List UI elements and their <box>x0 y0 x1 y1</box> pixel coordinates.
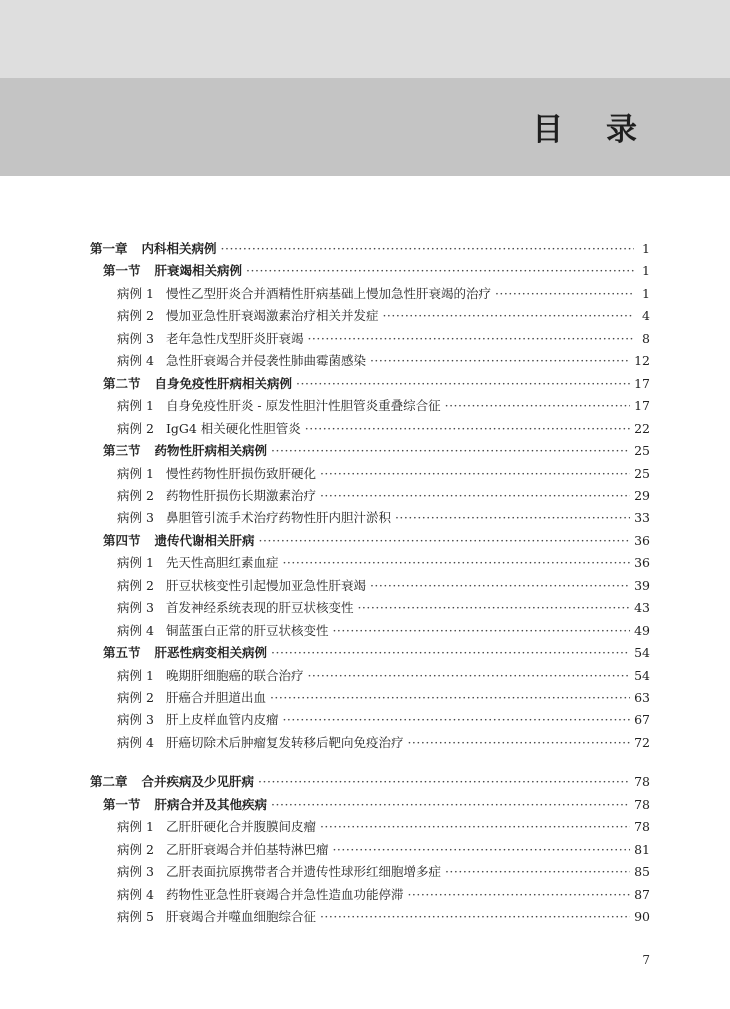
dot-leader <box>259 530 631 552</box>
case-entry[interactable] <box>117 732 650 754</box>
case-page: 49 <box>634 622 650 638</box>
dot-leader <box>305 418 630 440</box>
case-page: 43 <box>634 600 650 616</box>
case-page: 39 <box>634 577 650 593</box>
dot-leader <box>445 395 630 417</box>
dot-leader <box>282 709 630 731</box>
dot-leader <box>407 884 630 906</box>
case-title: 急性肝衰竭合并侵袭性肺曲霉菌感染 <box>165 353 366 369</box>
dot-leader <box>271 794 630 816</box>
case-page: 90 <box>634 909 650 925</box>
dot-leader <box>445 861 630 883</box>
case-entry[interactable] <box>117 816 650 838</box>
section-entry[interactable] <box>103 373 650 395</box>
case-label: 病例 3 <box>117 864 154 880</box>
header-band-light <box>0 0 730 78</box>
case-label: 病例 4 <box>117 734 154 750</box>
case-entry[interactable] <box>117 884 650 906</box>
case-title: 慢加亚急性肝衰竭激素治疗相关并发症 <box>165 308 379 324</box>
case-page: 87 <box>634 886 650 902</box>
section-title: 肝衰竭相关病例 <box>154 263 243 279</box>
case-title: 肝上皮样血管内皮瘤 <box>165 712 279 728</box>
dot-leader <box>270 687 630 709</box>
case-title: 慢性乙型肝炎合并酒精性肝病基础上慢加急性肝衰竭的治疗 <box>165 285 491 301</box>
chapter-label: 第一章 <box>90 241 128 256</box>
case-label: 病例 1 <box>117 667 154 683</box>
dot-leader <box>320 906 630 928</box>
page-title: 目 录 <box>532 112 653 148</box>
case-entry[interactable] <box>117 463 650 485</box>
section-label: 第五节 <box>103 645 141 661</box>
case-title: 药物性亚急性肝衰竭合并急性造血功能停滞 <box>165 886 404 902</box>
case-page: 22 <box>634 420 650 436</box>
case-page: 29 <box>634 487 650 503</box>
case-title: 乙肝表面抗原携带者合并遗传性球形红细胞增多症 <box>165 864 441 880</box>
chapter-page: 1 <box>642 241 650 256</box>
case-page: 72 <box>634 734 650 750</box>
case-title: 铜蓝蛋白正常的肝豆状核变性 <box>165 622 329 638</box>
case-label: 病例 1 <box>117 465 154 481</box>
chapter-entry[interactable] <box>90 238 650 260</box>
case-title: 药物性肝损伤长期激素治疗 <box>165 487 316 503</box>
case-label: 病例 1 <box>117 285 154 301</box>
dot-leader <box>271 440 630 462</box>
case-page: 85 <box>634 864 650 880</box>
section-page: 17 <box>634 375 650 391</box>
case-entry[interactable] <box>117 665 650 687</box>
case-label: 病例 1 <box>117 819 154 835</box>
section-label: 第四节 <box>103 532 141 548</box>
dot-leader <box>332 620 630 642</box>
case-entry[interactable] <box>117 552 650 574</box>
page-number: 7 <box>642 953 650 967</box>
case-page: 54 <box>634 667 650 683</box>
section-entry[interactable] <box>103 260 650 282</box>
case-title: 肝衰竭合并噬血细胞综合征 <box>165 909 316 925</box>
case-label: 病例 3 <box>117 330 154 346</box>
case-title: 乙肝肝硬化合并腹膜间皮瘤 <box>165 819 316 835</box>
section-entry[interactable] <box>103 642 650 664</box>
section-title: 肝病合并及其他疾病 <box>154 796 268 812</box>
case-label: 病例 2 <box>117 487 154 503</box>
case-entry[interactable] <box>117 283 650 305</box>
section-page: 54 <box>634 645 650 661</box>
case-entry[interactable] <box>117 485 650 507</box>
case-page: 36 <box>634 555 650 571</box>
chapter-title: 内科相关病例 <box>141 241 217 256</box>
case-entry[interactable] <box>117 861 650 883</box>
dot-leader <box>307 328 634 350</box>
case-label: 病例 3 <box>117 712 154 728</box>
case-entry[interactable] <box>117 597 650 619</box>
case-label: 病例 3 <box>117 510 154 526</box>
case-entry[interactable] <box>117 575 650 597</box>
case-entry[interactable] <box>117 620 650 642</box>
section-entry[interactable] <box>103 440 650 462</box>
dot-leader <box>320 485 630 507</box>
case-title: 肝癌合并胆道出血 <box>165 690 266 705</box>
section-entry[interactable] <box>103 794 650 816</box>
dot-leader <box>382 305 634 327</box>
section-title: 遗传代谢相关肝病 <box>154 532 255 548</box>
section-page: 25 <box>634 443 650 459</box>
case-title: 肝癌切除术后肿瘤复发转移后靶向免疫治疗 <box>165 734 404 750</box>
chapter-label: 第二章 <box>90 774 128 790</box>
chapter-page: 78 <box>634 774 650 790</box>
dot-leader <box>246 260 634 282</box>
section-label: 第二节 <box>103 375 141 391</box>
case-title: 自身免疫性肝炎 - 原发性胆汁性胆管炎重叠综合征 <box>165 398 441 414</box>
case-label: 病例 4 <box>117 886 154 902</box>
case-page: 78 <box>634 819 650 835</box>
section-page: 1 <box>642 263 650 279</box>
dot-leader <box>258 771 630 793</box>
dot-leader <box>407 732 630 754</box>
case-page: 81 <box>634 841 650 857</box>
section-page: 78 <box>634 796 650 812</box>
section-label: 第一节 <box>103 796 141 812</box>
dot-leader <box>332 839 630 861</box>
dot-leader <box>282 552 630 574</box>
dot-leader <box>320 816 630 838</box>
case-entry[interactable] <box>117 350 650 372</box>
case-label: 病例 2 <box>117 420 154 436</box>
case-label: 病例 5 <box>117 909 154 925</box>
case-label: 病例 2 <box>117 841 154 857</box>
section-title: 药物性肝病相关病例 <box>154 443 268 459</box>
dot-leader <box>495 283 634 305</box>
case-page: 25 <box>634 465 650 481</box>
case-page: 17 <box>634 398 650 414</box>
dot-leader <box>271 642 630 664</box>
case-label: 病例 3 <box>117 600 154 616</box>
case-page: 67 <box>634 712 650 728</box>
section-title: 自身免疫性肝病相关病例 <box>154 375 293 391</box>
section-label: 第三节 <box>103 443 141 459</box>
case-title: 首发神经系统表现的肝豆状核变性 <box>165 600 354 616</box>
case-page: 4 <box>642 308 650 324</box>
chapter-entry[interactable] <box>90 771 650 793</box>
case-label: 病例 2 <box>117 577 154 593</box>
case-entry[interactable] <box>117 906 650 928</box>
dot-leader <box>320 463 630 485</box>
case-entry[interactable] <box>117 305 650 327</box>
section-page: 36 <box>634 532 650 548</box>
case-entry[interactable] <box>117 687 650 709</box>
case-title: 肝豆状核变性引起慢加亚急性肝衰竭 <box>165 577 366 593</box>
case-page: 63 <box>634 690 650 705</box>
dot-leader <box>307 665 630 687</box>
case-title: 乙肝肝衰竭合并伯基特淋巴瘤 <box>165 841 329 857</box>
dot-leader <box>221 238 634 260</box>
case-label: 病例 1 <box>117 398 154 414</box>
section-entry[interactable] <box>103 530 650 552</box>
case-label: 病例 2 <box>117 690 154 705</box>
case-entry[interactable] <box>117 507 650 529</box>
case-entry[interactable] <box>117 328 650 350</box>
chapter-title: 合并疾病及少见肝病 <box>141 774 255 790</box>
dot-leader <box>357 597 630 619</box>
case-page: 33 <box>634 510 650 526</box>
case-entry[interactable] <box>117 709 650 731</box>
case-label: 病例 4 <box>117 622 154 638</box>
dot-leader <box>395 507 630 529</box>
case-label: 病例 2 <box>117 308 154 324</box>
section-label: 第一节 <box>103 263 141 279</box>
case-page: 8 <box>642 330 650 346</box>
case-title: 先天性高胆红素血症 <box>165 555 279 571</box>
dot-leader <box>296 373 630 395</box>
case-page: 1 <box>642 285 650 301</box>
case-entry[interactable] <box>117 839 650 861</box>
dot-leader <box>370 575 630 597</box>
case-title: 老年急性戊型肝炎肝衰竭 <box>165 330 304 346</box>
case-title: 鼻胆管引流手术治疗药物性肝内胆汁淤积 <box>165 510 391 526</box>
case-title: 晚期肝细胞癌的联合治疗 <box>165 667 304 683</box>
case-title: 慢性药物性肝损伤致肝硬化 <box>165 465 316 481</box>
case-label: 病例 1 <box>117 555 154 571</box>
case-page: 12 <box>634 353 650 369</box>
case-entry[interactable] <box>117 418 650 440</box>
case-label: 病例 4 <box>117 353 154 369</box>
section-title: 肝恶性病变相关病例 <box>154 645 268 661</box>
case-entry[interactable] <box>117 395 650 417</box>
dot-leader <box>370 350 630 372</box>
case-title: IgG4 相关硬化性胆管炎 <box>165 420 301 436</box>
